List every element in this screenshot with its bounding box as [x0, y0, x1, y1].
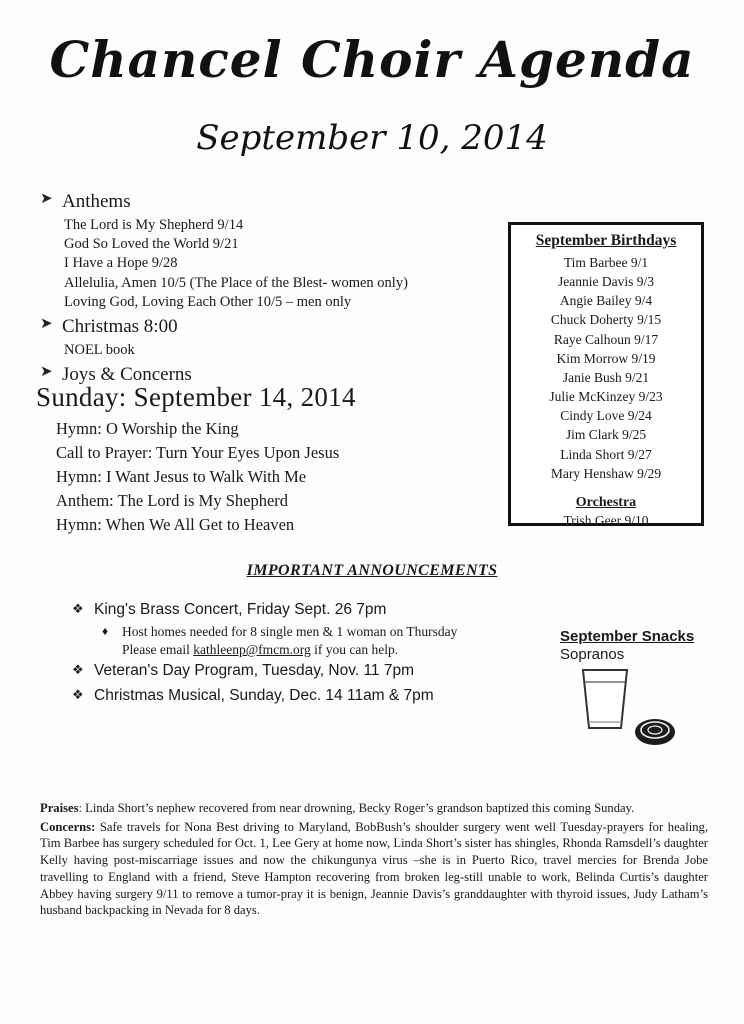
service-row: Hymn: When We All Get to Heaven [56, 514, 295, 534]
page-title: Chancel Choir Agenda [49, 30, 695, 89]
snacks-group: Sopranos [560, 646, 625, 663]
announcement-item [70, 659, 570, 684]
birthday-entry: Janie Bush 9/21 [562, 369, 650, 385]
agenda-item: The Lord is My Shepherd 9/14 [64, 216, 244, 233]
sunday-service-block [36, 382, 506, 537]
birthday-entry: Cindy Love 9/24 [560, 408, 652, 424]
announcement-note-line2-post: if you can help. [310, 642, 399, 658]
sunday-heading: Sunday: September 14, 2014 [36, 382, 356, 412]
snacks-illustration [565, 662, 685, 752]
page-subtitle: September 10, 2014 [196, 118, 548, 158]
praises-text: : Linda Short’s nephew recovered from near drowning, Becky Roger’s grandson baptized this coming Sunday. [78, 801, 635, 815]
birthday-entry: Raye Calhoun 9/17 [553, 331, 659, 347]
announcement-text: Veteran's Day Program, Tuesday, Nov. 11 7pm [94, 662, 414, 680]
announcement-note-line1: Host homes needed for 8 single men & 1 woman on Thursday [122, 623, 458, 639]
arrow-bullet-icon: ➤ [40, 316, 53, 333]
birthday-entry: Linda Short 9/27 [560, 446, 652, 462]
announcement-note-line2-pre: Please email [122, 642, 194, 658]
agenda-item: Allelulia, Amen 10/5 (The Place of the Blest- women only) [64, 274, 408, 291]
september-birthdays-box [508, 222, 704, 526]
birthday-entry: Kim Morrow 9/19 [556, 350, 656, 366]
birthdays-header: September Birthdays [535, 232, 677, 249]
email-link[interactable]: kathleenp@fmcm.org [193, 642, 311, 658]
concerns-text: Safe travels for Nona Best driving to Maryland, BobBush’s shoulder surgery went well Tuesday-prayers for healing, Tim Barbee has surgery scheduled for Oct. 1, Lee Gery at home now, Linda Short’s sister has shingles, Rhonda Ramsdell’s daughter Kelly having post-miscarriage issues and now the chikungunya virus –she is in Puerto Rico, travel mercies for Brenda Jobe travelling to England with a friend, Steve Hampton recovering from broken leg-still unable to work, Belinda Curtis’s daughter Abbey having surgery 9/11 to remove a tumor-pray it is benign, Jeannie Davis’s granddaughter with thyroid issues, Judy Latham’s husband backpacking in Nevada for 8 days. [40, 819, 708, 918]
agenda-item: Loving God, Loving Each Other 10/5 – men only [64, 293, 352, 310]
arrow-bullet-icon: ➤ [40, 191, 53, 207]
birthday-entry: Mary Henshaw 9/29 [550, 465, 662, 481]
service-row: Call to Prayer: Turn Your Eyes Upon Jesus [56, 442, 340, 462]
agenda-heading-label: Joys & Concerns [62, 364, 192, 386]
service-row: Hymn: O Worship the King [56, 419, 239, 438]
snacks-header: September Snacks [560, 628, 695, 645]
concerns-label: Concerns: [40, 819, 96, 834]
announcement-text: King's Brass Concert, Friday Sept. 26 7pm [94, 601, 387, 618]
agenda-list [36, 190, 506, 389]
announcement-item [70, 598, 570, 623]
announcement-note [70, 623, 570, 659]
orchestra-entry: Trish Geer 9/10 [563, 512, 649, 528]
agenda-heading-label: Anthems [62, 191, 131, 212]
agenda-heading-anthems [36, 190, 506, 214]
orchestra-header: Orchestra [575, 494, 637, 510]
agenda-item: I Have a Hope 9/28 [64, 255, 178, 272]
announcements-list [70, 598, 570, 709]
announcement-text: Christmas Musical, Sunday, Dec. 14 11am & 7pm [94, 687, 434, 705]
arrow-bullet-icon: ➤ [40, 364, 53, 381]
birthday-entry: Julie McKinzey 9/23 [549, 389, 663, 405]
snacks-block [560, 628, 730, 663]
birthday-entry: Tim Barbee 9/1 [563, 255, 649, 270]
diamond-bullet-icon: ❖ [72, 687, 84, 703]
diamond-bullet-icon: ❖ [72, 662, 84, 678]
announcement-item [70, 684, 570, 709]
agenda-item: God So Loved the World 9/21 [64, 236, 239, 253]
agenda-heading-label: Christmas 8:00 [62, 316, 178, 338]
concerns-line [40, 819, 708, 919]
praises-label: Praises [40, 801, 79, 815]
announcements-title: IMPORTANT ANNOUNCEMENTS [246, 562, 498, 579]
birthday-entry: Angie Bailey 9/4 [559, 293, 653, 309]
agenda-item: NOEL book [64, 341, 135, 358]
cup-and-cookie-icon [565, 662, 685, 752]
birthday-entry: Jim Clark 9/25 [565, 427, 647, 443]
birthday-entry: Chuck Doherty 9/15 [550, 312, 662, 328]
small-diamond-bullet-icon: ♦ [102, 623, 109, 638]
agenda-heading-christmas [36, 315, 506, 339]
service-row: Hymn: I Want Jesus to Walk With Me [56, 466, 307, 486]
praises-line [40, 800, 708, 817]
prayer-list [40, 800, 708, 919]
birthday-entry: Jeannie Davis 9/3 [558, 274, 654, 290]
diamond-bullet-icon: ❖ [72, 601, 84, 616]
service-row: Anthem: The Lord is My Shepherd [56, 490, 289, 510]
